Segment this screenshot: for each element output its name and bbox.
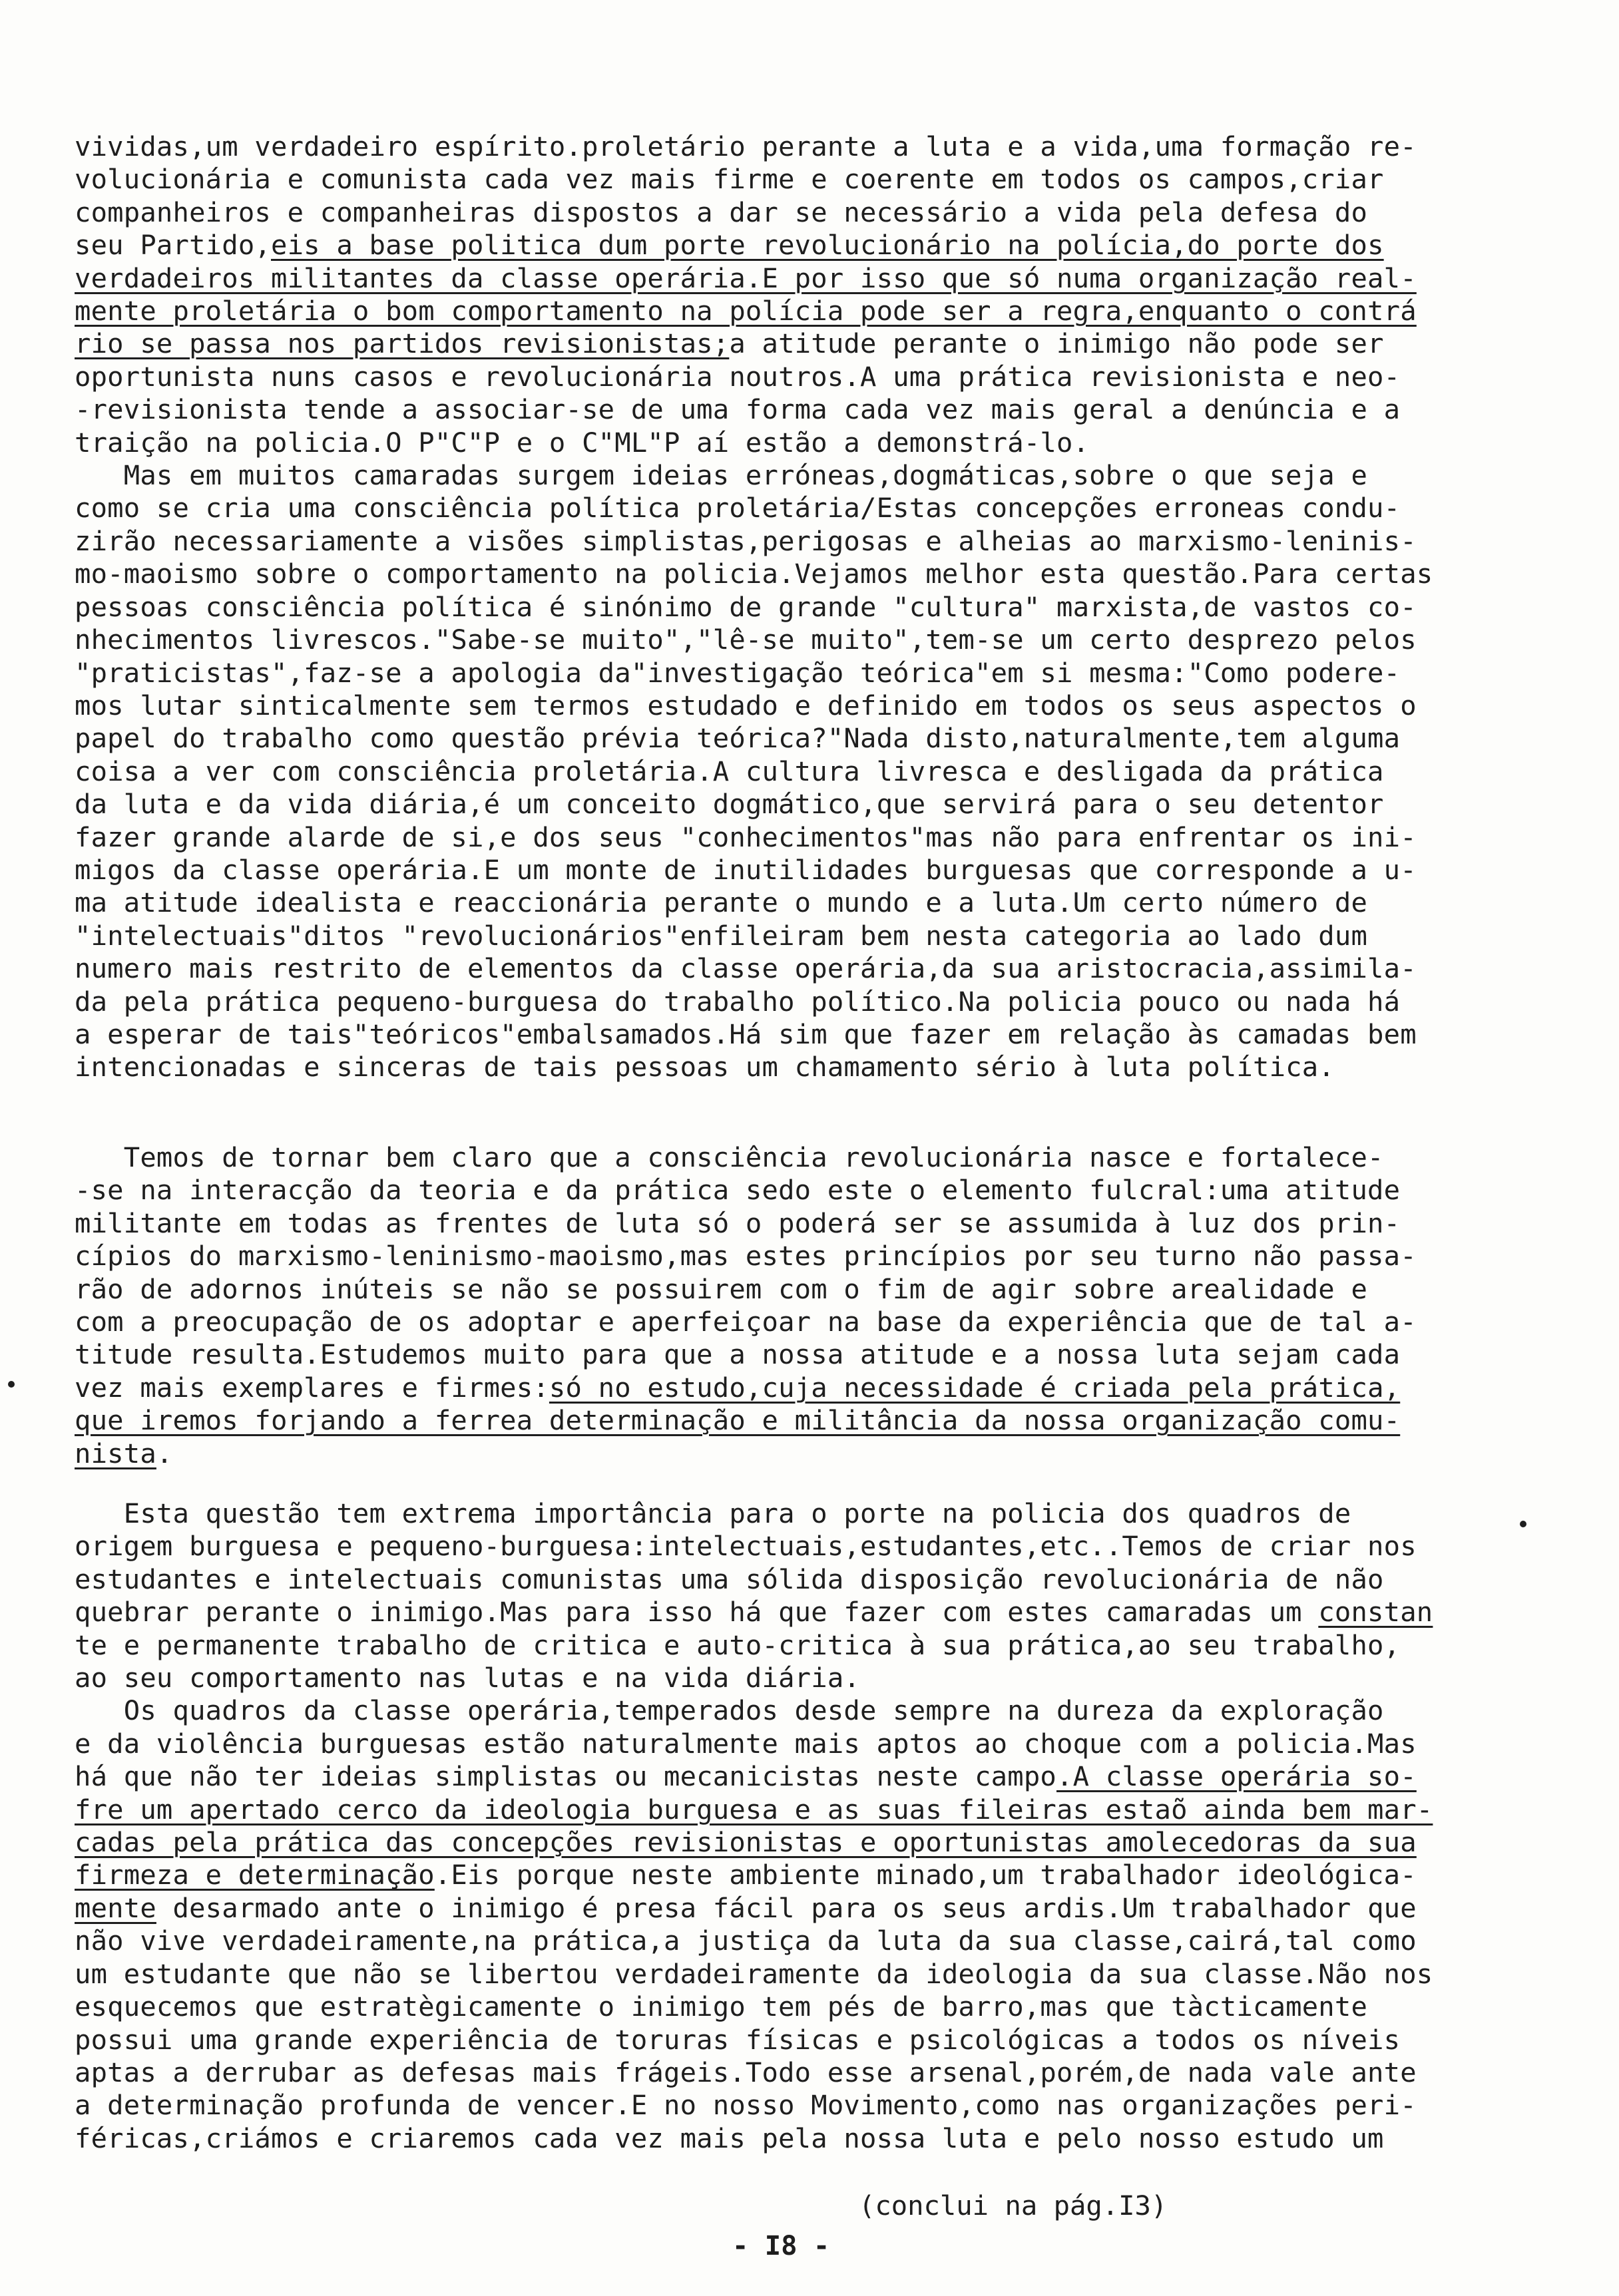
text-line (75, 624, 1526, 656)
text-line (75, 492, 1526, 524)
line-text: desarmado ante o inimigo é presa fácil para os seus ardis.Um trabalhador que (156, 1891, 1417, 1924)
text-line (75, 2056, 1526, 2089)
line-text: volucionária e comunista cada vez mais firme e coerente em todos os campos,criar (75, 163, 1384, 196)
underlined-text: que iremos forjando a ferrea determinação e militância da nossa organização comu- (75, 1404, 1401, 1437)
line-text: papel do trabalho como questão prévia teórica?"Nada disto,naturalmente,tem alguma (75, 722, 1401, 755)
underlined-text: firmeza e determinação (75, 1859, 435, 1891)
underlined-text: verdadeiros militantes da classe operária.E por isso que só numa organização real- (75, 262, 1417, 294)
line-text: coisa a ver com consciência proletária.A cultura livresca e desligada da prática (75, 755, 1384, 787)
text-line (75, 657, 1526, 689)
text-line (75, 1958, 1526, 1991)
text-line (75, 1596, 1526, 1628)
underlined-text: eis a base politica dum porte revolucionário na polícia,do porte dos (271, 229, 1384, 262)
line-text: ma atitude idealista e reaccionária perante o mundo e a luta.Um certo número de (75, 886, 1368, 919)
line-text: "intelectuais"ditos "revolucionários"enfileiram bem nesta categoria ao lado dum (75, 919, 1368, 952)
ink-speck (8, 1381, 15, 1388)
text-line (75, 788, 1526, 821)
text-line (75, 163, 1526, 196)
line-text: fazer grande alarde de si,e dos seus "conhecimentos"mas não para enfrentar os ini- (75, 821, 1417, 853)
line-text: zirão necessariamente a visões simplistas,perigosas e alheias ao marxismo-leninis- (75, 524, 1417, 557)
paragraph-3 (75, 1497, 1526, 2155)
text-line (75, 1794, 1526, 1826)
line-text: -se na interacção da teoria e da prática sedo este o elemento fulcral:uma atitude (75, 1174, 1401, 1207)
text-line (75, 1018, 1526, 1051)
line-text: traição na policia.O P"C"P e o C"ML"P aí estão a demonstrá-lo. (75, 426, 1090, 459)
text-line (75, 689, 1526, 722)
underlined-text: rio se passa nos partidos revisionistas; (75, 327, 730, 360)
text-line (75, 591, 1526, 624)
text-line (75, 1306, 1526, 1338)
text-line (75, 1404, 1526, 1437)
line-text: estudantes e intelectuais comunistas uma sólida disposição revolucionária de não (75, 1563, 1384, 1595)
text-line (75, 1273, 1526, 1306)
text-line (75, 1437, 1526, 1470)
line-text: Os quadros da classe operária,temperados desde sempre na dureza da exploração (75, 1694, 1384, 1727)
text-line (75, 854, 1526, 886)
text-line (75, 1141, 1526, 1174)
continuation-note: (conclui na pág.I3) (859, 2190, 1168, 2221)
line-text: origem burguesa e pequeno-burguesa:intelectuais,estudantes,etc..Temos de criar nos (75, 1530, 1417, 1563)
text-line (75, 1563, 1526, 1596)
text-line (75, 393, 1526, 426)
text-line (75, 1859, 1526, 1891)
text-line (75, 986, 1526, 1018)
underlined-text: constan (1318, 1596, 1433, 1628)
text-line (75, 327, 1526, 360)
line-text: Mas em muitos camaradas surgem ideias erróneas,dogmáticas,sobre o que seja e (75, 459, 1368, 492)
line-text: companheiros e companheiras dispostos a dar se necessário a vida pela defesa do (75, 196, 1368, 228)
text-line (75, 1530, 1526, 1563)
line-text: féricas,criámos e criaremos cada vez mais pela nossa luta e pelo nosso estudo um (75, 2122, 1384, 2154)
text-line (75, 1694, 1526, 1727)
line-text: aptas a derrubar as defesas mais frágeis.Todo esse arsenal,porém,de nada vale ante (75, 2056, 1417, 2088)
line-text: -revisionista tende a associar-se de uma forma cada vez mais geral a denúncia e a (75, 393, 1401, 426)
line-text: nhecimentos livrescos."Sabe-se muito","lê-se muito",tem-se um certo desprezo pelos (75, 624, 1417, 656)
text-line (75, 2024, 1526, 2056)
text-line (75, 130, 1526, 163)
text-line (75, 722, 1526, 755)
line-text: como se cria uma consciência política proletária/Estas concepções erroneas condu- (75, 492, 1401, 524)
text-line (75, 1629, 1526, 1662)
underlined-text: .A classe operária so- (1056, 1760, 1417, 1793)
text-line (75, 525, 1526, 558)
text-line (75, 262, 1526, 295)
line-text: oportunista nuns casos e revolucionária noutros.A uma prática revisionista e neo- (75, 360, 1401, 393)
line-text: numero mais restrito de elementos da classe operária,da sua aristocracia,assimila- (75, 952, 1417, 985)
text-line (75, 558, 1526, 590)
text-line (75, 952, 1526, 985)
line-text: ao seu comportamento nas lutas e na vida diária. (75, 1662, 860, 1694)
line-text: da luta e da vida diária,é um conceito dogmático,que servirá para o seu detentor (75, 788, 1384, 821)
text-line (75, 755, 1526, 788)
text-line (75, 361, 1526, 393)
line-text: mo-maoismo sobre o comportamento na policia.Vejamos melhor esta questão.Para certas (75, 558, 1433, 590)
line-text: militante em todas as frentes de luta só o poderá ser se assumida à luz dos prin- (75, 1207, 1401, 1239)
text-line (75, 920, 1526, 952)
text-line (75, 1051, 1526, 1083)
line-text: a atitude perante o inimigo não pode ser (729, 327, 1384, 360)
underlined-text: mente (75, 1891, 156, 1924)
text-line (75, 1892, 1526, 1925)
underlined-text: cadas pela prática das concepções revisionistas e oportunistas amolecedoras da sua (75, 1826, 1417, 1859)
text-line (75, 1662, 1526, 1694)
line-text: cípios do marxismo-leninismo-maoismo,mas estes princípios por seu turno não passa- (75, 1240, 1417, 1272)
line-text: Temos de tornar bem claro que a consciência revolucionária nasce e fortalece- (75, 1141, 1384, 1173)
text-line (75, 1240, 1526, 1272)
line-text: . (156, 1437, 173, 1469)
line-text: .Eis porque neste ambiente minado,um trabalhador ideológica- (434, 1859, 1417, 1891)
text-line (75, 1207, 1526, 1240)
text-line (75, 196, 1526, 229)
line-text: quebrar perante o inimigo.Mas para isso há que fazer com estes camaradas um (75, 1596, 1319, 1628)
text-line (75, 1372, 1526, 1404)
text-line (75, 821, 1526, 854)
text-line (75, 1991, 1526, 2023)
line-text: a esperar de tais"teóricos"embalsamados.Há sim que fazer em relação às camadas bem (75, 1018, 1417, 1050)
line-text: esquecemos que estratègicamente o inimigo tem pés de barro,mas que tàcticamente (75, 1991, 1368, 2023)
underlined-text: só no estudo,cuja necessidade é criada pela prática, (549, 1371, 1401, 1404)
line-text: seu Partido, (75, 229, 271, 262)
line-text: há que não ter ideias simplistas ou mecanicistas neste campo (75, 1760, 1056, 1793)
line-text: a determinação profunda de vencer.E no nosso Movimento,como nas organizações peri- (75, 2089, 1417, 2122)
line-text: te e permanente trabalho de critica e auto-critica à sua prática,ao seu trabalho, (75, 1628, 1401, 1661)
line-text: possui uma grande experiência de toruras físicas e psicológicas a todos os níveis (75, 2023, 1401, 2056)
line-text: Esta questão tem extrema importância para o porte na policia dos quadros de (75, 1497, 1351, 1529)
line-text: intencionadas e sinceras de tais pessoas um chamamento sério à luta política. (75, 1051, 1335, 1083)
page-number: - I8 - (732, 2229, 830, 2261)
text-line (75, 886, 1526, 919)
text-line (75, 1338, 1526, 1371)
line-text: rão de adornos inúteis se não se possuirem com o fim de agir sobre arealidade e (75, 1272, 1368, 1305)
text-line (75, 1760, 1526, 1793)
text-line (75, 2122, 1526, 2155)
line-text: um estudante que não se libertou verdadeiramente da ideologia da sua classe.Não nos (75, 1957, 1433, 1990)
underlined-text: nista (75, 1437, 156, 1469)
text-line (75, 1497, 1526, 1530)
text-line (75, 1728, 1526, 1760)
line-text: não vive verdadeiramente,na prática,a justiça da luta da sua classe,cairá,tal como (75, 1925, 1417, 1957)
underlined-text: mente proletária o bom comportamento na polícia pode ser a regra,enquanto o contrá (75, 295, 1417, 327)
line-text: vez mais exemplares e firmes: (75, 1371, 549, 1404)
text-line (75, 1174, 1526, 1207)
ink-speck (1520, 1521, 1526, 1527)
text-line (75, 1925, 1526, 1957)
underlined-text: fre um apertado cerco da ideologia burguesa e as suas fileiras estaõ ainda bem mar- (75, 1793, 1433, 1825)
text-line (75, 459, 1526, 492)
paragraph-2 (75, 1141, 1526, 1470)
line-text: e da violência burguesas estão naturalmente mais aptos ao choque com a policia.Mas (75, 1727, 1417, 1760)
text-line (75, 1826, 1526, 1859)
line-text: migos da classe operária.E um monte de inutilidades burguesas que corresponde a u- (75, 853, 1417, 886)
line-text: vividas,um verdadeiro espírito.proletário perante a luta e a vida,uma formação re- (75, 130, 1417, 162)
line-text: pessoas consciência política é sinónimo de grande "cultura" marxista,de vastos co- (75, 590, 1417, 623)
text-line (75, 229, 1526, 262)
paragraph-1 (75, 130, 1526, 1084)
line-text: mos lutar sinticalmente sem termos estudado e definido em todos os seus aspectos o (75, 689, 1417, 721)
line-text: "praticistas",faz-se a apologia da"investigação teórica"em si mesma:"Como podere- (75, 656, 1401, 689)
text-line (75, 295, 1526, 327)
line-text: titude resulta.Estudemos muito para que a nossa atitude e a nossa luta sejam cada (75, 1338, 1401, 1371)
line-text: da pela prática pequeno-burguesa do trabalho político.Na policia pouco ou nada há (75, 985, 1401, 1018)
line-text: com a preocupação de os adoptar e aperfeiçoar na base da experiência que de tal a- (75, 1306, 1417, 1338)
text-line (75, 427, 1526, 459)
text-line (75, 2089, 1526, 2122)
